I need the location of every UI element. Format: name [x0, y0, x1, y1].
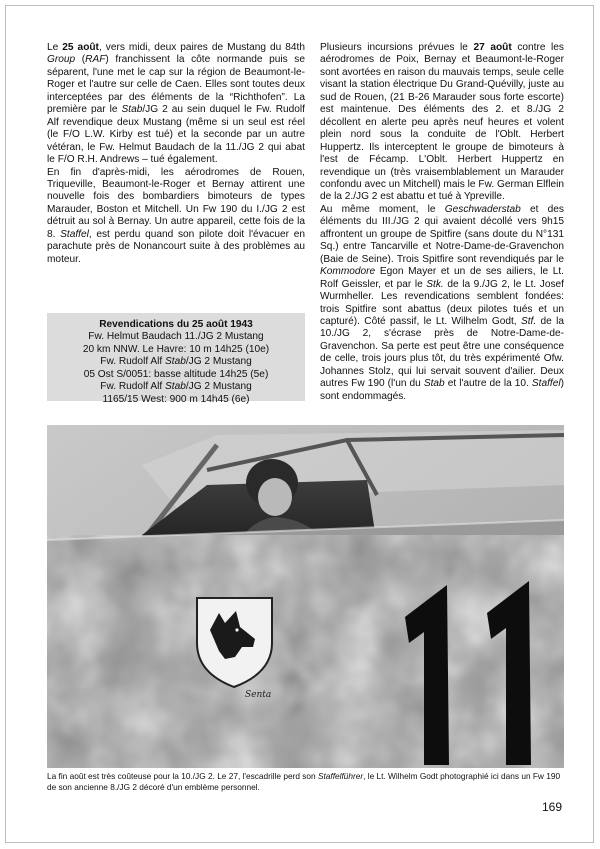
italic-text: Geschwaderstab [444, 203, 521, 215]
aircraft-photo [47, 425, 564, 768]
claim-line: 20 km NNW. Le Havre: 10 m 14h25 (10e) [82, 343, 270, 355]
italic-text: Staffel [531, 378, 561, 390]
bold-text: 27 août [473, 42, 512, 53]
italic-text: Stab [423, 378, 445, 390]
claim-line: Fw. Helmut Baudach 11./JG 2 Mustang [88, 331, 264, 343]
paragraph: En fin d'après-midi, les aérodromes de Rouen, Triqueville, Beaumont-le-Roger et Bernay attirent une nouvelle fois des bombardiers bimoteurs de types Marauder, Boston et Mitchell. Un Fw 190 du I./JG 2 est détruit au sol à Bernay. Un autre appareil, cette fois de la 8. Staffel, est perdu quand son pilote doit l'évacuer en parachute près de Nonancourt suite à des problèmes au moteur. [47, 166, 305, 265]
paragraph: Le 25 août, vers midi, deux paires de Mustang du 84th Group (RAF) franchissent la côte normande puis se séparent, l'une met le cap sur la région de Beaumont-le-Roger et l'autre sur celle de Caen. Elles sont toutes deux interceptées par des éléments de la “Richthofen”. La première par le Stab/JG 2 au sein duquel le Fw. Rudolf Alf revendique deux Mustang (même si un seul est réel (le F/O L.W. Kirby est tué) et la seconde par un autre vétéran, le Fw. Helmut Baudach de la 11./JG 2 qui abat le F/O R.H. Andrews – tué également. [47, 42, 305, 166]
italic-text: Kommodore [320, 266, 376, 278]
italic-text: Staffel [60, 228, 89, 240]
claim-line: Fw. Rudolf Alf Stab/JG 2 Mustang [100, 356, 252, 368]
emblem-text: Senta [245, 690, 272, 700]
italic-text: Stab [165, 356, 186, 368]
italic-text: Stab [121, 104, 143, 116]
claims-box [47, 313, 305, 405]
italic-text: Stab [165, 381, 186, 393]
italic-text: Group [47, 54, 76, 66]
right-column [320, 42, 564, 403]
page-number: 169 [542, 800, 563, 814]
italic-text: Staffelführer [317, 771, 364, 781]
italic-text: RAF [85, 54, 106, 66]
left-column [47, 42, 305, 266]
photo-caption: La fin août est très coûteuse pour la 10./JG 2. Le 27, l'escadrille perd son Staffelführer, le Lt. Wilhelm Godt photographié ici dans un Fw 190 de son ancienne 8./JG 2 décoré d'un emblème personnel. [47, 771, 561, 792]
claim-line: 05 Ost S/0051: basse altitude 14h25 (5e) [83, 368, 269, 380]
paragraph: Au même moment, le Geschwaderstab et des éléments du III./JG 2 qui avaient décollé vers 9h15 affrontent un groupe de Spitfire (sans doute du N°131 Sq.) entre Tancarville et Notre-Dame-de-Gravenchon (Baie de Seine). Trois Spitfire sont revendiqués par le Kommodore Egon Mayer et un de ses ailiers, le Lt. Rolf Geissler, et par le Stk. de la 9./JG 2, le Lt. Josef Wurmheller. Les revendications semblent fondées: trois Spitfire sont abattus (deux pilotes tués et un capturé). Côté passif, le Lt. Wilhelm Godt, Stf. de la 10./JG 2, s'écrase près de Notre-Dame-de-Gravenchon. Sa perte est peut être une conséquence de celle, trois jours plus tôt, du très expérimenté Ofw. Johannes Stolz, qui lui servait souvent d'ailier. Deux autres Fw 190 (l'un du Stab et l'autre de la 10. Staffel) sont endommagés. [320, 203, 564, 402]
claim-line: 1165/15 West: 900 m 14h45 (6e) [102, 393, 250, 405]
aircraft-photo-drawing [47, 425, 564, 768]
paragraph: Plusieurs incursions prévues le 27 août contre les aérodromes de Poix, Bernay et Beaumont-le-Roger sont avortées en raison du mauvais temps, seule celle visant la station électrique Du Grand-Quévilly, juste au sud de Rouen, (21 B-26 Marauder sous forte escorte) est maintenue. Des éléments des 2. et 8./JG 2 décollent en alerte peu après neuf heures et volent plein nord sous la conduite de l'Oblt. Herbert Huppertz. Ils interceptent le groupe de bimoteurs à l'est de Fécamp. L'Oblt. Herbert Huppertz en revendique un (très vraisemblablement un Marauder confondu avec un Mitchell) mais le Fw. German Elflein de la 2./JG 2 est abattu et tué à Ypreville. [320, 42, 564, 203]
claim-line: Fw. Rudolf Alf Stab/JG 2 Mustang [100, 381, 252, 393]
italic-text: Stk. [426, 278, 444, 290]
italic-text: Stf. [520, 315, 537, 327]
claims-box-title: Revendications du 25 août 1943 [99, 319, 253, 330]
bold-text: 25 août [62, 42, 99, 53]
